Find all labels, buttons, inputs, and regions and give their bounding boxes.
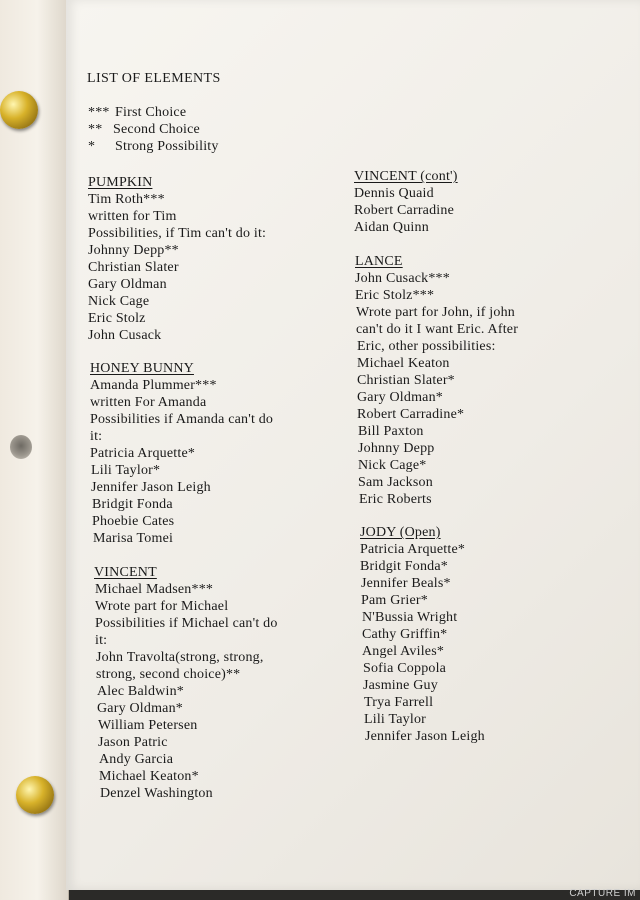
- cast-line: written For Amanda: [90, 395, 207, 410]
- cast-line: Possibilities if Amanda can't do: [90, 412, 274, 427]
- cast-line: Aidan Quinn: [354, 220, 429, 235]
- cast-line: Marisa Tomei: [93, 531, 174, 546]
- legend-label-second: Second Choice: [113, 122, 200, 137]
- cast-line: Trya Farrell: [364, 695, 434, 710]
- cast-line: Andy Garcia: [99, 752, 174, 767]
- legend-mark-first: ***: [88, 105, 110, 120]
- cast-line: Jason Patric: [98, 735, 168, 750]
- cast-line: Phoebie Cates: [92, 514, 175, 529]
- cast-line: Possibilities, if Tim can't do it:: [88, 226, 267, 241]
- cast-line: Amanda Plummer***: [90, 378, 217, 393]
- cast-line: Gary Oldman: [88, 277, 167, 292]
- cast-line: Bridgit Fonda: [92, 497, 173, 512]
- cast-line: N'Bussia Wright: [362, 610, 458, 625]
- cast-line: Gary Oldman*: [97, 701, 183, 716]
- cast-line: Angel Aviles*: [362, 644, 445, 659]
- cast-line: Gary Oldman*: [357, 390, 443, 405]
- cast-line: Jennifer Beals*: [361, 576, 451, 591]
- cast-line: Lili Taylor: [364, 712, 427, 727]
- cast-line: Dennis Quaid: [354, 186, 434, 201]
- cast-line: John Cusack: [88, 328, 162, 343]
- cast-line: Johnny Depp**: [88, 243, 179, 258]
- section-heading: PUMPKIN: [88, 175, 153, 190]
- cast-line: Denzel Washington: [100, 786, 213, 801]
- cast-line: Johnny Depp: [358, 441, 435, 456]
- legend-mark-second: **: [88, 122, 103, 137]
- cast-line: it:: [90, 429, 103, 444]
- cast-line: Eric Stolz: [88, 311, 146, 326]
- legend-label-strong: Strong Possibility: [115, 139, 219, 154]
- cast-line: Bridgit Fonda*: [360, 559, 448, 574]
- cast-line: Sofia Coppola: [363, 661, 447, 676]
- cast-line: Patricia Arquette*: [90, 446, 196, 461]
- cast-line: Bill Paxton: [358, 424, 424, 439]
- cast-line: can't do it I want Eric. After: [356, 322, 519, 337]
- cast-line: it:: [95, 633, 108, 648]
- cast-line: Robert Carradine*: [357, 407, 465, 422]
- cast-line: William Petersen: [98, 718, 198, 733]
- cast-line: Possibilities if Michael can't do: [95, 616, 278, 631]
- section-heading: JODY (Open): [360, 525, 441, 540]
- cast-line: Eric Roberts: [359, 492, 432, 507]
- cast-line: Michael Keaton*: [99, 769, 199, 784]
- cast-line: Jasmine Guy: [363, 678, 438, 693]
- cast-line: John Travolta(strong, strong,: [96, 650, 264, 665]
- cast-line: Wrote part for John, if john: [356, 305, 515, 320]
- cast-line: strong, second choice)**: [96, 667, 241, 682]
- cast-line: John Cusack***: [355, 271, 450, 286]
- cast-line: Eric Stolz***: [355, 288, 435, 303]
- section-heading: VINCENT: [94, 565, 157, 580]
- cast-line: Jennifer Jason Leigh: [365, 729, 485, 744]
- cast-line: Lili Taylor*: [91, 463, 161, 478]
- section-heading: HONEY BUNNY: [90, 361, 194, 376]
- cast-line: Nick Cage*: [358, 458, 427, 473]
- cast-line: written for Tim: [88, 209, 177, 224]
- cast-line: Christian Slater*: [357, 373, 455, 388]
- cast-line: Michael Madsen***: [95, 582, 214, 597]
- cast-line: Christian Slater: [88, 260, 179, 275]
- section-heading: VINCENT (cont'): [354, 169, 458, 184]
- cast-line: Alec Baldwin*: [97, 684, 184, 699]
- cast-line: Robert Carradine: [354, 203, 454, 218]
- page-title: LIST OF ELEMENTS: [87, 71, 221, 86]
- cast-line: Wrote part for Michael: [95, 599, 229, 614]
- watermark: CAPTURE IM: [569, 888, 636, 899]
- cast-line: Cathy Griffin*: [362, 627, 448, 642]
- cast-line: Nick Cage: [88, 294, 150, 309]
- legend-label-first: First Choice: [115, 105, 187, 120]
- cast-line: Pam Grier*: [361, 593, 428, 608]
- legend-mark-strong: *: [88, 139, 96, 154]
- cast-line: Sam Jackson: [358, 475, 433, 490]
- cast-line: Jennifer Jason Leigh: [91, 480, 211, 495]
- section-heading: LANCE: [355, 254, 403, 269]
- cast-line: Michael Keaton: [357, 356, 450, 371]
- cast-line: Tim Roth***: [88, 192, 165, 207]
- cast-line: Patricia Arquette*: [360, 542, 466, 557]
- cast-line: Eric, other possibilities:: [357, 339, 496, 354]
